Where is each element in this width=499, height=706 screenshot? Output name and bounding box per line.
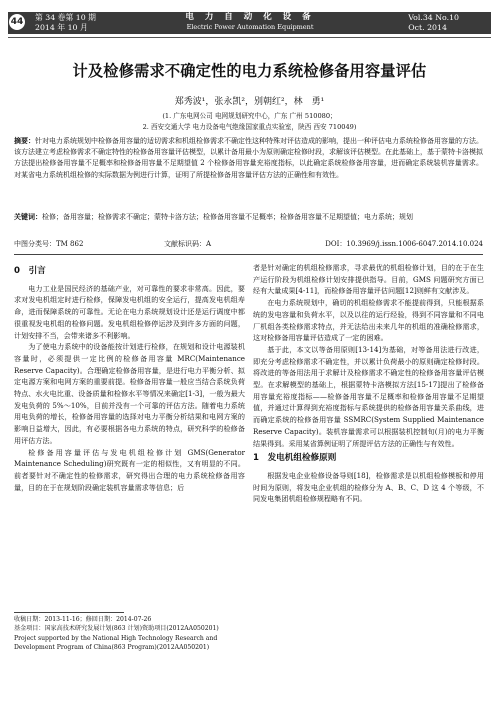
abstract-text: 针对电力系统规划中检修备用容量的适切需求和机组检修需求不确定性这种特殊对评估造成的影响，提出一种评估电力系统检修备用容量的方法。该方法建立考虑检修需求不确定特性的检修备用容量评估模型，以累计备用最小为原则确定检修时段，求解该评估模型。在此基础上，基于蒙特卡洛模拟方法提出检修备用容量不足概率和检修备用容量不足期望值 2 个检修备用容量充裕度指标，以此确定系统检修备用容量，进而确定系统装机容量需求。对某省电力系统机组检修的实际数据为例进行计算，证明了所提检修备用容量评估方法的正确性和有效性。 [14,137,483,179]
right-column [253,262,484,505]
document-code: 文献标识码：A [164,240,212,248]
footnote-dates: 收稿日期：2013-11-16；修回日期：2014-07-26 [14,616,152,623]
classification-line [14,239,483,251]
footnote-rule [14,612,124,613]
left-column [14,262,245,493]
paragraph: 在电力系统规划中，确切的机组检修需求不能提前得到，只能根据系统的发电容量和负荷水平，以及以往的运行经验，得到不同容量和不同电厂机组各类检修需求特点，并无法给出未来几年的机组的准确检修需求，这对检修备用容量评估造成了一定的困难。 [253,298,484,343]
date-cn: 2014 年 10 月 [35,23,88,32]
keywords-label: 关键词： [14,213,42,221]
paragraph: 电力工业是国民经济的基础产业，对可靠性的要求非常高。因此，要求对发电机组定时进行检修，保障发电机组的安全运行，提高发电机组寿命，进而保障系统的可靠性。无论在电力系统规划设计还是运行调度中都很重视发电机组的检修问题。发电机组检修停运涉及到许多方面的问题，计划安排不当，会带来诸多不利影响。 [14,283,245,340]
affiliation-2: 2. 西安交通大学 电力设备电气绝缘国家重点实验室，陕西 西安 710049) [142,123,357,131]
volume-cn: 第 34 卷第 10 期 [35,13,96,22]
footnote [14,615,247,652]
date-en: Oct. 2014 [408,23,447,32]
volume-en: Vol.34 No.10 [408,13,459,22]
page-number-badge: 44 [9,14,25,30]
keywords [14,212,483,223]
paragraph: 基于此，本文以等备用原则[13-14]为基础，对等备用法进行改进，即充分考虑检修需求不确定性，并以累计负荷最小的原则确定检修时段。将改进的等备用法用于求解计及检修需求不确定性的检修备用容量评估模型。在求解模型的基础上，根据蒙特卡洛模拟方法[15-17]提出了检修备用容量充裕度指标——检修备用容量不足概率和检修备用容量不足期望值，并通过计算得到充裕度指标与系统提供的检修备用容量关系曲线，进而确定系统的检修备用容量 SSMRC(System Supplied Maintenance Reserve Capacity)。装机容量需求可以根据装机控制旬(月)的电力平衡结果得到。采用某省算例证明了所提评估方法的正确性与有效性。 [253,344,484,448]
footnote-fund-cn: 基金项目：国家高技术研究发展计划(863 计划)资助项目(2012AA050201) [14,625,219,633]
author-list: 郑秀波¹，张永凯²，别朝红²，林 勇¹ [174,97,325,107]
section-heading-intro: 0 引言 [14,266,46,276]
paragraph: 根据发电企业检修设备导则[18]，检修需求是以机组检修模板和停用时间为原则，将发电企业机组的检修分为 A、B、C、D 这 4 个等级，不同发电集团机组检修规程略有不同。 [253,470,484,504]
issue-info-cn [35,13,96,33]
section-heading-1: 1 发电机组检修原则 [253,453,337,464]
abstract-label: 摘要： [14,137,35,145]
paper-title: 计及检修需求不确定性的电力系统检修备用容量评估 [72,62,427,80]
journal-header [0,0,499,49]
affiliation-1: (1. 广东电网公司 电网规划研究中心，广东 广州 510080； [162,112,337,120]
doi: DOI：10.3969/j.issn.1006-6047.2014.10.024 [325,240,483,248]
paragraph: 检修备用容量评估与发电机组检修计划 GMS(Generator Maintenance Scheduling)研究既有一定的相似性，又有明显的不同。前者要针对不确定性的检修需求，研究得出合理的电力系统检修备用容量，目的在于在规划阶段确定装机容量需求等信息；后 [14,447,245,492]
abstract [14,136,483,181]
issue-info-en [408,13,459,33]
keywords-text: 检修；备用容量；检修需求不确定；蒙特卡洛方法；检修备用容量不足概率；检修备用容量不足期望值；电力系统；规划 [42,213,413,221]
header-rule [8,37,491,38]
paragraph: 者是针对确定的机组检修需求，寻求最优的机组检修计划，目的在于在生产运行阶段为机组检修计划安排提供指导。目前，GMS 问题研究方面已经有大量成果[4-11]，而检修备用容量评估问题[12]则鲜有文献涉及。 [253,263,484,296]
footnote-fund-en: Project supported by the National High Technology Research and Development Program of China(863 Program)(2012AA050201) [14,634,218,651]
journal-name [160,12,340,32]
abstract-separator [14,254,483,255]
journal-name-en: Electric Power Automation Equipment [186,23,314,31]
paragraph: 为了使电力系统中的设备能按计划进行检修，在规划和设计电源装机容量时，必须提供一定比例的检修备用容量 MRC(Maintenance Reserve Capacity)。合理确定检修备用容量，是进行电力平衡分析、拟定电源方案和电网方案的重要前提。检修备用容量一般应当结合系统负荷特点、水火电比重、设备质量和检修水平等情况来确定[1-3]，一般为最大发电负荷的 5%～10%，目前并没有一个可靠的评估方法。随着电力系统用电负荷的增长，检修备用容量的选择对电力平衡分析结果和电网方案的影响日益增大，因此，有必要根据各电力系统的特点，研究科学的检修备用评估方法。 [14,342,245,445]
clc-number: 中图分类号：TM 862 [14,240,84,248]
journal-name-cn: 电 力 自 动 化 设 备 [185,12,315,22]
